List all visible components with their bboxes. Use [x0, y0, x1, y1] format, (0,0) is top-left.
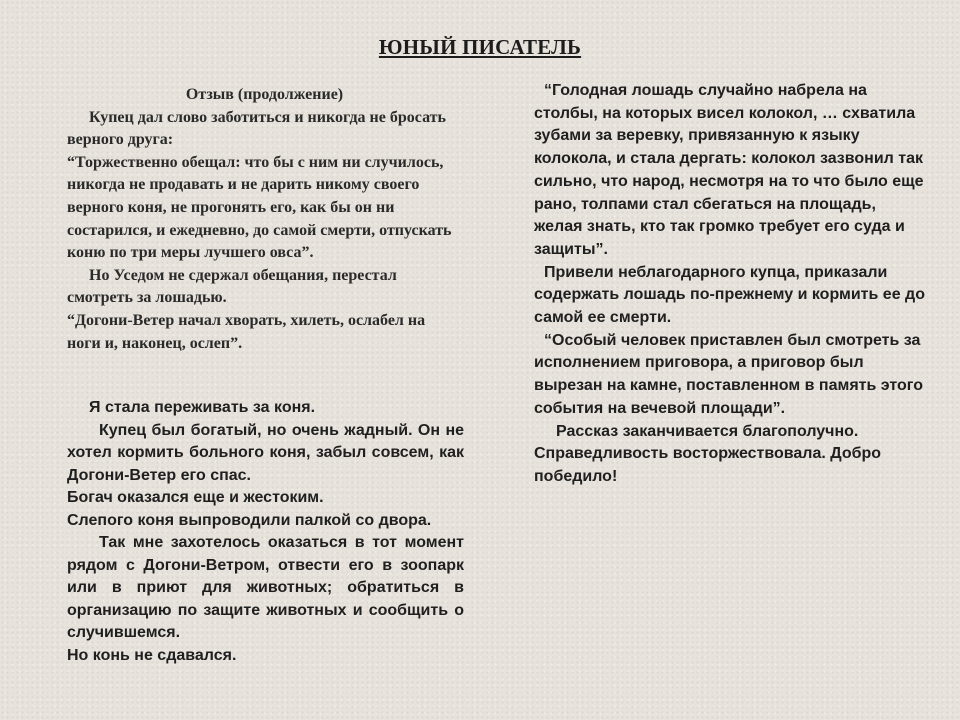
review-heading: Отзыв (продолжение)	[185, 86, 344, 103]
right-column-text	[534, 80, 927, 489]
review-quote: “Торжественно обещал: что бы с ним ни случилось, никогда не продавать и не дарить никому своего верного коня, не прогонять его, как бы он ни состарился, и ежедневно, до самой смерти, отпускать коню по три меры лучшего овса”.	[67, 153, 452, 262]
review-paragraph: Купец дал слово заботиться и никогда не бросать верного друга:	[67, 108, 446, 149]
right-quote: “Особый человек приставлен был смотреть за исполнением приговора, а приговор был вырезан на камне, поставленном в память этого события на вечевой площади”.	[534, 331, 924, 417]
page-title: ЮНЫЙ ПИСАТЕЛЬ	[378, 35, 582, 59]
right-paragraph: Привели неблагодарного купца, приказали содержать лошадь по-прежнему и кормить ее до самой ее смерти.	[534, 263, 925, 327]
left-paragraph: Но конь не сдавался.	[67, 646, 237, 664]
review-column	[67, 84, 462, 355]
review-paragraph: Но Уседом не сдержал обещания, перестал смотреть за лошадью.	[67, 266, 397, 307]
left-paragraph: Богач оказался еще и жестоким.	[67, 489, 324, 506]
review-quote: “Догони-Ветер начал хворать, хилеть, ослабел на ноги и, наконец, ослеп”.	[67, 311, 426, 352]
left-paragraph: Купец был богатый, но очень жадный. Он не хотел кормить больного коня, забыл совсем, как Догони-Ветер его спас.	[67, 421, 464, 484]
left-paragraph: Так мне захотелось оказаться в тот момент рядом с Догони-Ветром, отвести его в зоопарк или в приют для животных; обратиться в организацию по защите животных и сообщить о случившемся.	[67, 534, 464, 641]
right-paragraph: Рассказ заканчивается благополучно. Справедливость восторжествовала. Добро победило!	[534, 422, 882, 485]
left-column-text	[67, 397, 464, 667]
left-paragraph: Я стала переживать за коня.	[89, 399, 316, 416]
right-quote: “Голодная лошадь случайно набрела на столбы, на которых висел колокол, … схватила зубами за веревку, привязанную к языку колокола, и стала дергать: колокол зазвонил так сильно, что народ, несмотря на то что было еще рано, толпами стал сбегаться на площадь, желая знать, кто так громко требует его суда и защиты”.	[534, 82, 924, 258]
left-paragraph: Слепого коня выпроводили палкой со двора.	[67, 511, 432, 529]
